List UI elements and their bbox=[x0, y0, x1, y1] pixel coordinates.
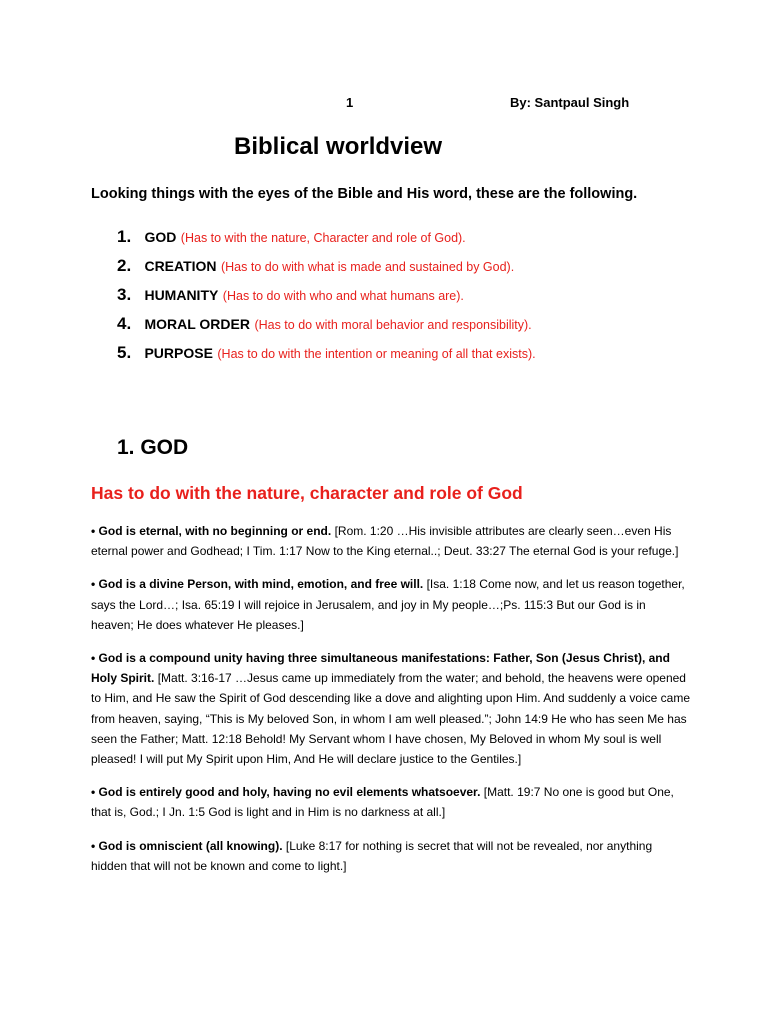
section-subheading: Has to do with the nature, character and role of God bbox=[91, 483, 523, 503]
outline-term: PURPOSE bbox=[144, 345, 213, 361]
section-heading: 1. GOD bbox=[117, 436, 189, 459]
outline-number: 1. bbox=[117, 227, 132, 246]
intro-statement: Looking things with the eyes of the Bible and His word, these are the following. bbox=[91, 186, 638, 202]
attribute-item bbox=[91, 521, 691, 561]
scripture-references: [Matt. 3:16-17 …Jesus came up immediately from the water; and behold, the heavens were opened to Him, and He saw the Spirit of God descending like a dove and alighting upon Him. And suddenly a voice came from heaven, saying, “This is My beloved Son, in whom I am well pleased.”; John 14:9 He who has seen Me has seen the Father; Matt. 12:18 Behold! My Servant whom I have chosen, My Beloved in whom My soul is well pleased! I will put My Spirit upon Him, And He will declare justice to the Gentiles.] bbox=[91, 671, 691, 767]
outline-description: (Has to do with moral behavior and responsibility). bbox=[254, 318, 532, 332]
outline-term: CREATION bbox=[144, 258, 217, 274]
outline-term: MORAL ORDER bbox=[144, 316, 250, 332]
attribute-list bbox=[91, 521, 691, 889]
outline-item bbox=[117, 282, 536, 311]
outline-number: 5. bbox=[117, 343, 132, 362]
scripture-references: [Luke 8:17 for nothing is secret that will not be revealed, nor anything hidden that will not be known and come to light.] bbox=[91, 838, 653, 873]
author-byline: By: Santpaul Singh bbox=[510, 95, 630, 110]
outline-item bbox=[117, 253, 536, 282]
outline-item bbox=[117, 311, 536, 340]
outline-number: 4. bbox=[117, 314, 132, 333]
attribute-claim: • God is a compound unity having three simultaneous manifestations: Father, Son (Jesus Christ), and Holy Spirit. bbox=[91, 651, 670, 686]
outline-term: GOD bbox=[144, 229, 177, 245]
attribute-claim: • God is eternal, with no beginning or end. bbox=[91, 524, 332, 538]
attribute-claim: • God is omniscient (all knowing). bbox=[91, 838, 283, 853]
scripture-references: [Isa. 1:18 Come now, and let us reason together, says the Lord…; Isa. 65:19 I will rejoice in Jerusalem, and joy in My people…;Ps. 115:3 But our God is in heaven; He does whatever He pleases.] bbox=[91, 577, 685, 632]
attribute-item bbox=[91, 574, 691, 635]
attribute-item bbox=[91, 836, 691, 876]
outline-number: 2. bbox=[117, 256, 132, 275]
attribute-item bbox=[91, 782, 691, 822]
document-title: Biblical worldview bbox=[234, 133, 443, 160]
attribute-item bbox=[91, 648, 691, 769]
outline-number: 3. bbox=[117, 285, 132, 304]
outline-description: (Has to with the nature, Character and role of God). bbox=[180, 231, 466, 245]
outline-item bbox=[117, 340, 536, 369]
scripture-references: [Matt. 19:7 No one is good but One, that is, God.; I Jn. 1:5 God is light and in Him is no darkness at all.] bbox=[91, 785, 674, 820]
outline-description: (Has to do with what is made and sustained by God). bbox=[220, 260, 515, 274]
page-number: 1 bbox=[346, 95, 354, 110]
outline-item bbox=[117, 224, 536, 253]
scripture-references: [Rom. 1:20 …His invisible attributes are clearly seen…even His eternal power and Godhead; I Tim. 1:17 Now to the King eternal..; Deut. 33:27 The eternal God is your refuge.] bbox=[91, 524, 679, 559]
worldview-outline bbox=[117, 224, 536, 369]
outline-description: (Has to do with the intention or meaning of all that exists). bbox=[217, 347, 536, 361]
outline-description: (Has to do with who and what humans are). bbox=[222, 289, 464, 303]
attribute-claim: • God is entirely good and holy, having no evil elements whatsoever. bbox=[91, 785, 481, 800]
attribute-claim: • God is a divine Person, with mind, emotion, and free will. bbox=[91, 577, 424, 592]
outline-term: HUMANITY bbox=[144, 287, 219, 303]
